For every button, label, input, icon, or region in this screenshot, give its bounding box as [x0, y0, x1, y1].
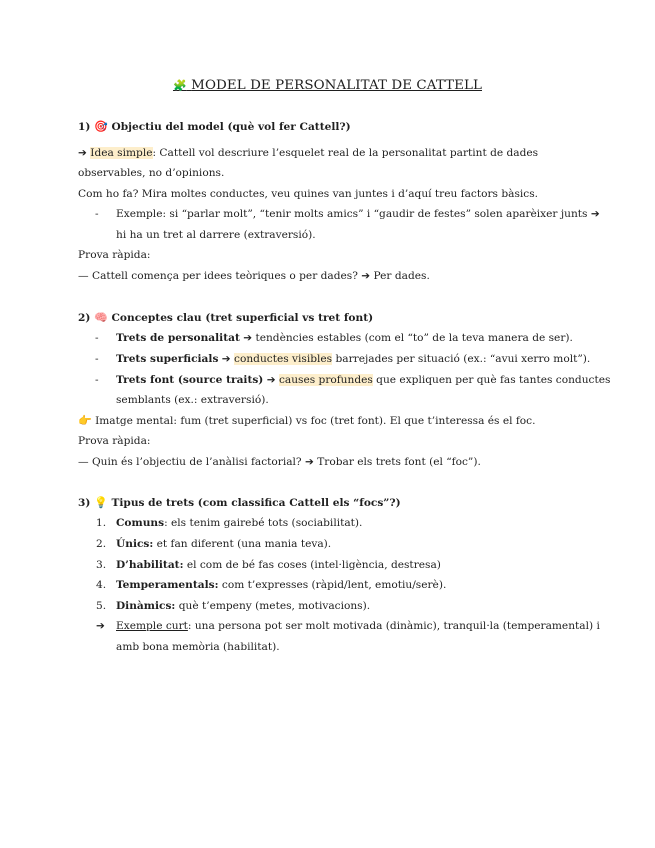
page-title — [0, 78, 655, 93]
s3-example-cont: amb bona memòria (habilitat). — [116, 641, 280, 653]
list-number: 4. — [96, 579, 107, 591]
s3-example: Exemple curt: una persona pot ser molt motivada (dinàmic), tranquil·la (temperamental) i — [116, 620, 600, 632]
list-item: Únics: et fan diferent (una mania teva). — [116, 538, 332, 550]
list-item: Temperamentals: com t’expresses (ràpid/lent, emotiu/serè). — [116, 579, 447, 591]
s1-quick-label: Prova ràpida: — [78, 249, 151, 261]
s1-example-cont: hi ha un tret al darrere (extraversió). — [116, 229, 316, 241]
s1-paragraph-2: Com ho fa? Mira moltes conductes, veu quines van juntes i d’aquí treu factors bàsics. — [78, 188, 539, 200]
s2-quick-label: Prova ràpida: — [78, 435, 151, 447]
bullet-dash: - — [95, 374, 99, 386]
arrow-icon: ➔ — [78, 147, 87, 159]
s2-item-3: Trets font (source traits) ➔ causes profundes que expliquen per què fas tantes conductes — [116, 374, 611, 386]
pointing-hand-icon: 👉 — [78, 414, 92, 427]
list-number: 2. — [96, 538, 107, 550]
s1-paragraph-1-cont: observables, no d’opinions. — [78, 167, 225, 179]
list-number: 5. — [96, 600, 107, 612]
arrow-icon: ➔ — [96, 620, 105, 632]
visible-highlight: conductes visibles — [234, 353, 333, 365]
list-item: Dinàmics: què t’empeny (metes, motivacions). — [116, 600, 371, 612]
section-1-heading: 1) 🎯 Objectiu del model (què vol fer Cattell?) — [78, 120, 351, 133]
title-text: MODEL DE PERSONALITAT DE CATTELL — [191, 78, 482, 93]
example-label: Exemple curt — [116, 620, 188, 632]
lightbulb-icon: 💡 — [94, 496, 108, 509]
bullet-dash: - — [95, 353, 99, 365]
section-3-heading: 3) 💡 Tipus de trets (com classifica Cattell els “focs”?) — [78, 496, 401, 509]
s2-item-2: Trets superficials ➔ conductes visibles barrejades per situació (ex.: “avui xerro molt”). — [116, 353, 591, 365]
bullet-dash: - — [95, 332, 99, 344]
s2-quick-question: — Quin és l’objectiu de l’anàlisi factorial? ➔ Trobar els trets font (el “foc”). — [78, 456, 481, 468]
section-2-heading: 2) 🧠 Conceptes clau (tret superficial vs tret font) — [78, 311, 374, 324]
s1-quick-question: — Cattell comença per idees teòriques o per dades? ➔ Per dades. — [78, 270, 430, 282]
target-icon: 🎯 — [94, 120, 108, 133]
s2-mental-image: 👉 Imatge mental: fum (tret superficial) vs foc (tret font). El que t’interessa és el foc. — [78, 414, 536, 427]
idea-highlight: Idea simple — [90, 147, 153, 159]
puzzle-icon: 🧩 — [172, 79, 187, 92]
s2-item-3-cont: semblants (ex.: extraversió). — [116, 394, 269, 406]
s1-paragraph-1: ➔ Idea simple: Cattell vol descriure l’esquelet real de la personalitat partint de dades — [78, 147, 539, 159]
s1-example: Exemple: si “parlar molt”, “tenir molts amics” i “gaudir de festes” solen aparèixer junts ➔ — [116, 208, 600, 220]
list-item: D’habilitat: el com de bé fas coses (intel·ligència, destresa) — [116, 559, 441, 571]
list-number: 1. — [96, 517, 107, 529]
bullet-dash: - — [95, 208, 99, 220]
list-number: 3. — [96, 559, 107, 571]
deep-causes-highlight: causes profundes — [278, 374, 373, 386]
brain-icon: 🧠 — [94, 311, 108, 324]
s2-item-1: Trets de personalitat ➔ tendències estables (com el “to” de la teva manera de ser). — [116, 332, 573, 344]
list-item: Comuns: els tenim gairebé tots (sociabilitat). — [116, 517, 363, 529]
